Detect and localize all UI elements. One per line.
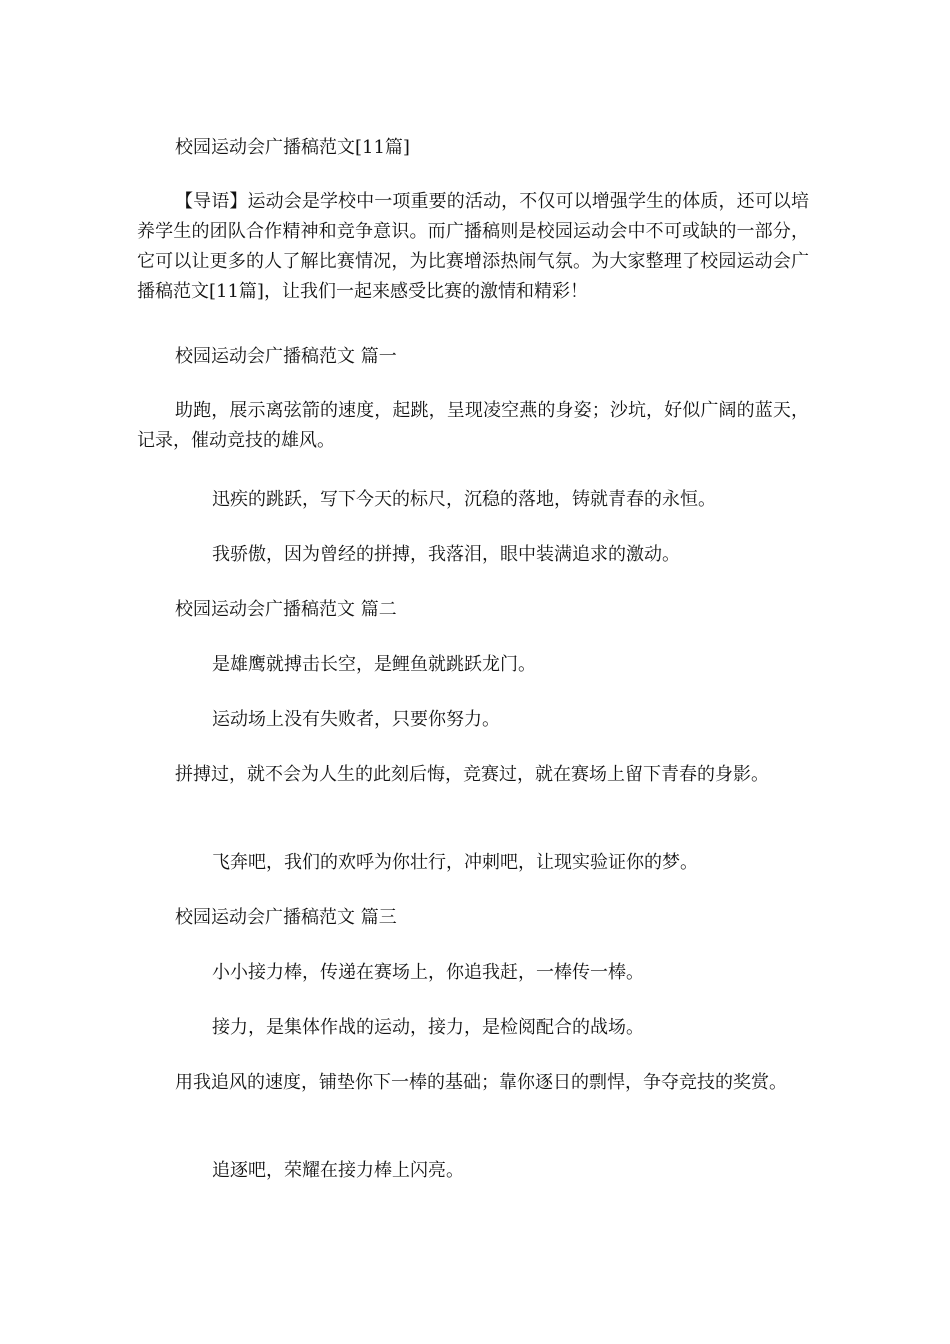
intro-paragraph: 【导语】运动会是学校中一项重要的活动，不仅可以增强学生的体质，还可以培养学生的团队合作精神和竞争意识。而广播稿则是校园运动会中不可或缺的一部分，它可以让更多的人了解比赛情况，为比赛增添热闹气氛。为大家整理了校园运动会广播稿范文[11篇]，让我们一起来感受比赛的激情和精彩！ (137, 191, 809, 302)
section-heading-2: 校园运动会广播稿范文 篇二 (175, 599, 397, 620)
section-1-paragraph-2: 迅疾的跳跃，写下今天的标尺，沉稳的落地，铸就青春的永恒。 (212, 489, 716, 510)
section-heading-3: 校园运动会广播稿范文 篇三 (175, 907, 397, 928)
section-3-paragraph-1: 小小接力棒，传递在赛场上，你追我赶，一棒传一棒。 (212, 962, 644, 983)
section-2-paragraph-2: 运动场上没有失败者，只要你努力。 (212, 709, 500, 730)
section-3-paragraph-2: 接力，是集体作战的运动，接力，是检阅配合的战场。 (212, 1017, 644, 1038)
section-3-paragraph-3: 用我追风的速度，铺垫你下一棒的基础；靠你逐日的剽悍，争夺竞技的奖赏。 (175, 1072, 787, 1093)
section-1-paragraph-1: 助跑，展示离弦箭的速度，起跳，呈现凌空燕的身姿；沙坑，好似广阔的蓝天，记录，催动竞技的雄风。 (137, 400, 809, 451)
section-2-paragraph-3: 拼搏过，就不会为人生的此刻后悔，竞赛过，就在赛场上留下青春的身影。 (175, 764, 769, 785)
document-title: 校园运动会广播稿范文[11篇] (175, 137, 410, 158)
section-2-paragraph-1: 是雄鹰就搏击长空，是鲤鱼就跳跃龙门。 (212, 654, 536, 675)
section-3-paragraph-4: 追逐吧，荣耀在接力棒上闪亮。 (212, 1160, 464, 1181)
section-2-paragraph-4: 飞奔吧，我们的欢呼为你壮行，冲刺吧，让现实验证你的梦。 (212, 852, 698, 873)
section-1-paragraph-3: 我骄傲，因为曾经的拼搏，我落泪，眼中装满追求的激动。 (212, 544, 680, 565)
section-heading-1: 校园运动会广播稿范文 篇一 (175, 346, 397, 367)
